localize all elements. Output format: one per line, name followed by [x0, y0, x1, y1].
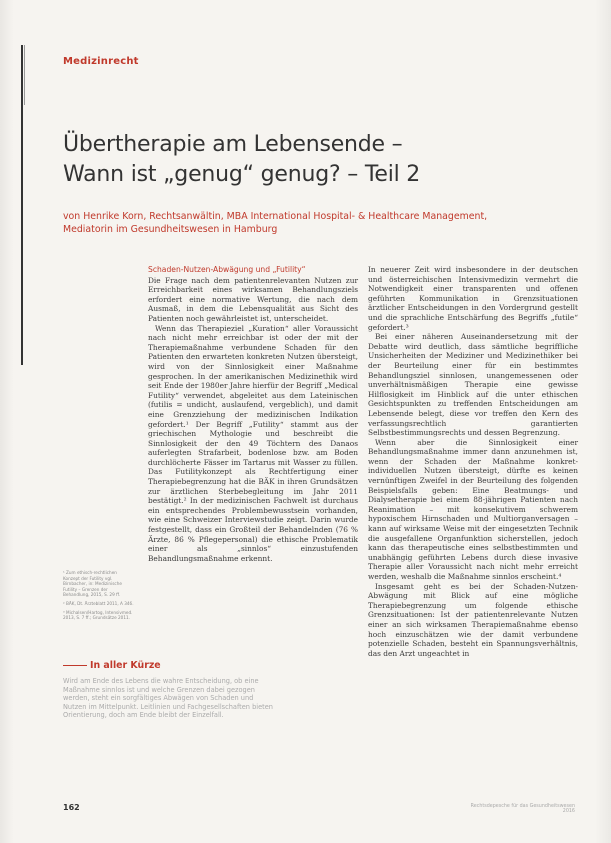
infobox-title [63, 660, 273, 671]
paragraph: Wenn das Therapieziel „Kuration“ aller Voraussicht nach nicht mehr erreichbar ist oder der mit der Therapiemaßnahme verbundene Schaden für den Patienten den erwarteten konkreten Nutzen übersteigt, wird von der Sinnlosigkeit einer Maßnahme gesprochen. In der amerikanischen Medizinethik wird seit Ende der 1980er Jahre hierfür der Begriff „Medical Futility“ verwendet, abgeleitet aus dem Lateinischen (futilis = undicht, auslaufend, vergeblich), und damit eine Grenzziehung der medizinischen Indikation gefordert.¹ Der Begriff „Futility“ stammt aus der griechischen Mythologie und beschreibt die Sinnlosigkeit der den 49 Töchtern des Danaos auferlegten Strafarbeit, bodenlose bzw. am Boden durchlöcherte Fässer im Tartarus mit Wasser zu füllen. Das Futilitykonzept als Rechtfertigung einer Therapiebegrenzung hat die BÄK in ihren Grundsätzen zur ärztlichen Sterbebegleitung im Jahr 2011 bestätigt.² In der medizinischen Fachwelt ist durchaus ein entsprechendes Problembewusstsein vorhanden, wie eine Schweizer Interviewstudie zeigt. Darin wurde festgestellt, dass ein Großteil der Behandelnden (76 % Ärzte, 86 % Pflegepersonal) die ethische Problematik einer als „sinnlos“ einzustufenden Behandlungsmaßnahme erkennt. [148, 323, 358, 563]
journal-footer: Rechtsdepesche für das Gesundheitswesen 2016 [470, 804, 575, 814]
infobox-rule [63, 665, 87, 666]
sidenotes [63, 570, 135, 624]
text-column-1 [148, 265, 358, 563]
page-number: 162 [63, 803, 80, 812]
author-byline [63, 210, 563, 236]
paragraph: Bei einer näheren Auseinandersetzung mit der Debatte wird deutlich, dass sämtliche begriffliche Unsicherheiten der Mediziner und Medizinethiker bei der Beurteilung einer für ein bestimmtes Behandlungsziel sinnlosen, unangemessenen oder unverhältnismäßigen Therapie eine gewisse Hilflosigkeit im Hinblick auf die unter ethischen Gesichtspunkten zu treffenden Entscheidungen am Lebensende belegt, diese vor treffen den Kern des verfassungsrechtlich garantierten Selbstbestimmungsrechts und dessen Begrenzung. [368, 332, 578, 438]
byline-line-2: Mediatorin im Gesundheitswesen in Hamburg [63, 224, 278, 235]
article-title [63, 130, 563, 190]
binding-edge [21, 45, 23, 365]
binding-edge-thin [24, 45, 25, 105]
text-column-2 [368, 265, 578, 658]
sidenote: ³ Michalsen/Hartog, Intensivmed. 2013, S. 7 ff.; Grundsätze 2011. [63, 609, 133, 621]
byline-line-1: von Henrike Korn, Rechtsanwältin, MBA International Hospital- & Healthcare Management, [63, 211, 488, 222]
section-rubric: Medizinrecht [63, 56, 139, 67]
paragraph: In neuerer Zeit wird insbesondere in der deutschen und österreichischen Intensivmedizin vermehrt die Notwendigkeit einer transparenten und offenen geführten Kommunikation in Grenzsituationen ärztlicher Entscheidungen in den Vordergrund gestellt und die sprachliche Entschärfung des Begriffs „futile“ gefordert.³ [368, 265, 578, 332]
subheading: Schaden-Nutzen-Abwägung und „Futility“ [148, 265, 306, 274]
paragraph: Die Frage nach dem patientenrelevanten Nutzen zur Erreichbarkeit eines wirksamen Behandlungsziels erfordert eine normative Wertung, die nach dem Ausmaß, in dem die Lebensqualität aus Sicht des Patienten noch gewährleistet ist, unterscheidet. [148, 275, 358, 323]
sidenote: ² BÄK, Dt. Ärzteblatt 2011, A 346. [63, 600, 134, 606]
infobox-text: Wird am Ende des Lebens die wahre Entscheidung, ob eine Maßnahme sinnlos ist und welche Grenzen dabei gezogen werden, steht ein sorgfältiges Abwägen von Schaden und Nutzen im Mittelpunkt. Leitlinien und Fachgesellschaften bieten Orientierung, doch am Ende bleibt der Einzelfall. [63, 677, 273, 720]
paragraph: Insgesamt geht es bei der Schaden-Nutzen-Abwägung mit Blick auf eine mögliche Therapiebegrenzung um folgende ethische Grenzsituationen: Ist der patientenrelevante Nutzen einer an sich wirksamen Therapiemaßnahme ebenso hoch einzuschätzen wie der damit verbundene potenzielle Schaden, besteht ein Spannungsverhältnis, das den Arzt ungeachtet in [368, 581, 578, 658]
title-line-2: Wann ist „genug“ genug? – Teil 2 [63, 162, 421, 187]
title-line-1: Übertherapie am Lebensende – [63, 132, 403, 157]
infobox-title-text: In aller Kürze [90, 660, 161, 671]
sidenote: ¹ Zum ethisch-rechtlichen Konzept der Futility vgl. Birnbacher, in: Medizinische Futility – Grenzen der Behandlung, 2015, S. 29 ff. [63, 570, 122, 598]
paragraph: Wenn aber die Sinnlosigkeit einer Behandlungsmaßnahme immer dann anzunehmen ist, wenn der Schaden der Maßnahme konkret-individuellen Nutzen übersteigt, dürfte es keinen vernünftigen Zweifel in der Beurteilung des folgenden Beispielsfalls geben: Eine Beatmungs- und Dialysetherapie bei einem 88-jährigen Patienten nach Reanimation – mit konsekutivem schwerem hypoxischem Hirnschaden und Multiorganversagen – kann auf wirksame Weise mit der eingesetzten Technik die ausgefallene Organfunktion sicherstellen, jedoch kann das therapeutische eines selbstbestimmten und unabhängig geführten Lebens durch diese invasive Therapie aller Voraussicht nach nicht mehr erreicht werden, weshalb die Maßnahme sinnlos erscheint.⁴ [368, 437, 578, 581]
